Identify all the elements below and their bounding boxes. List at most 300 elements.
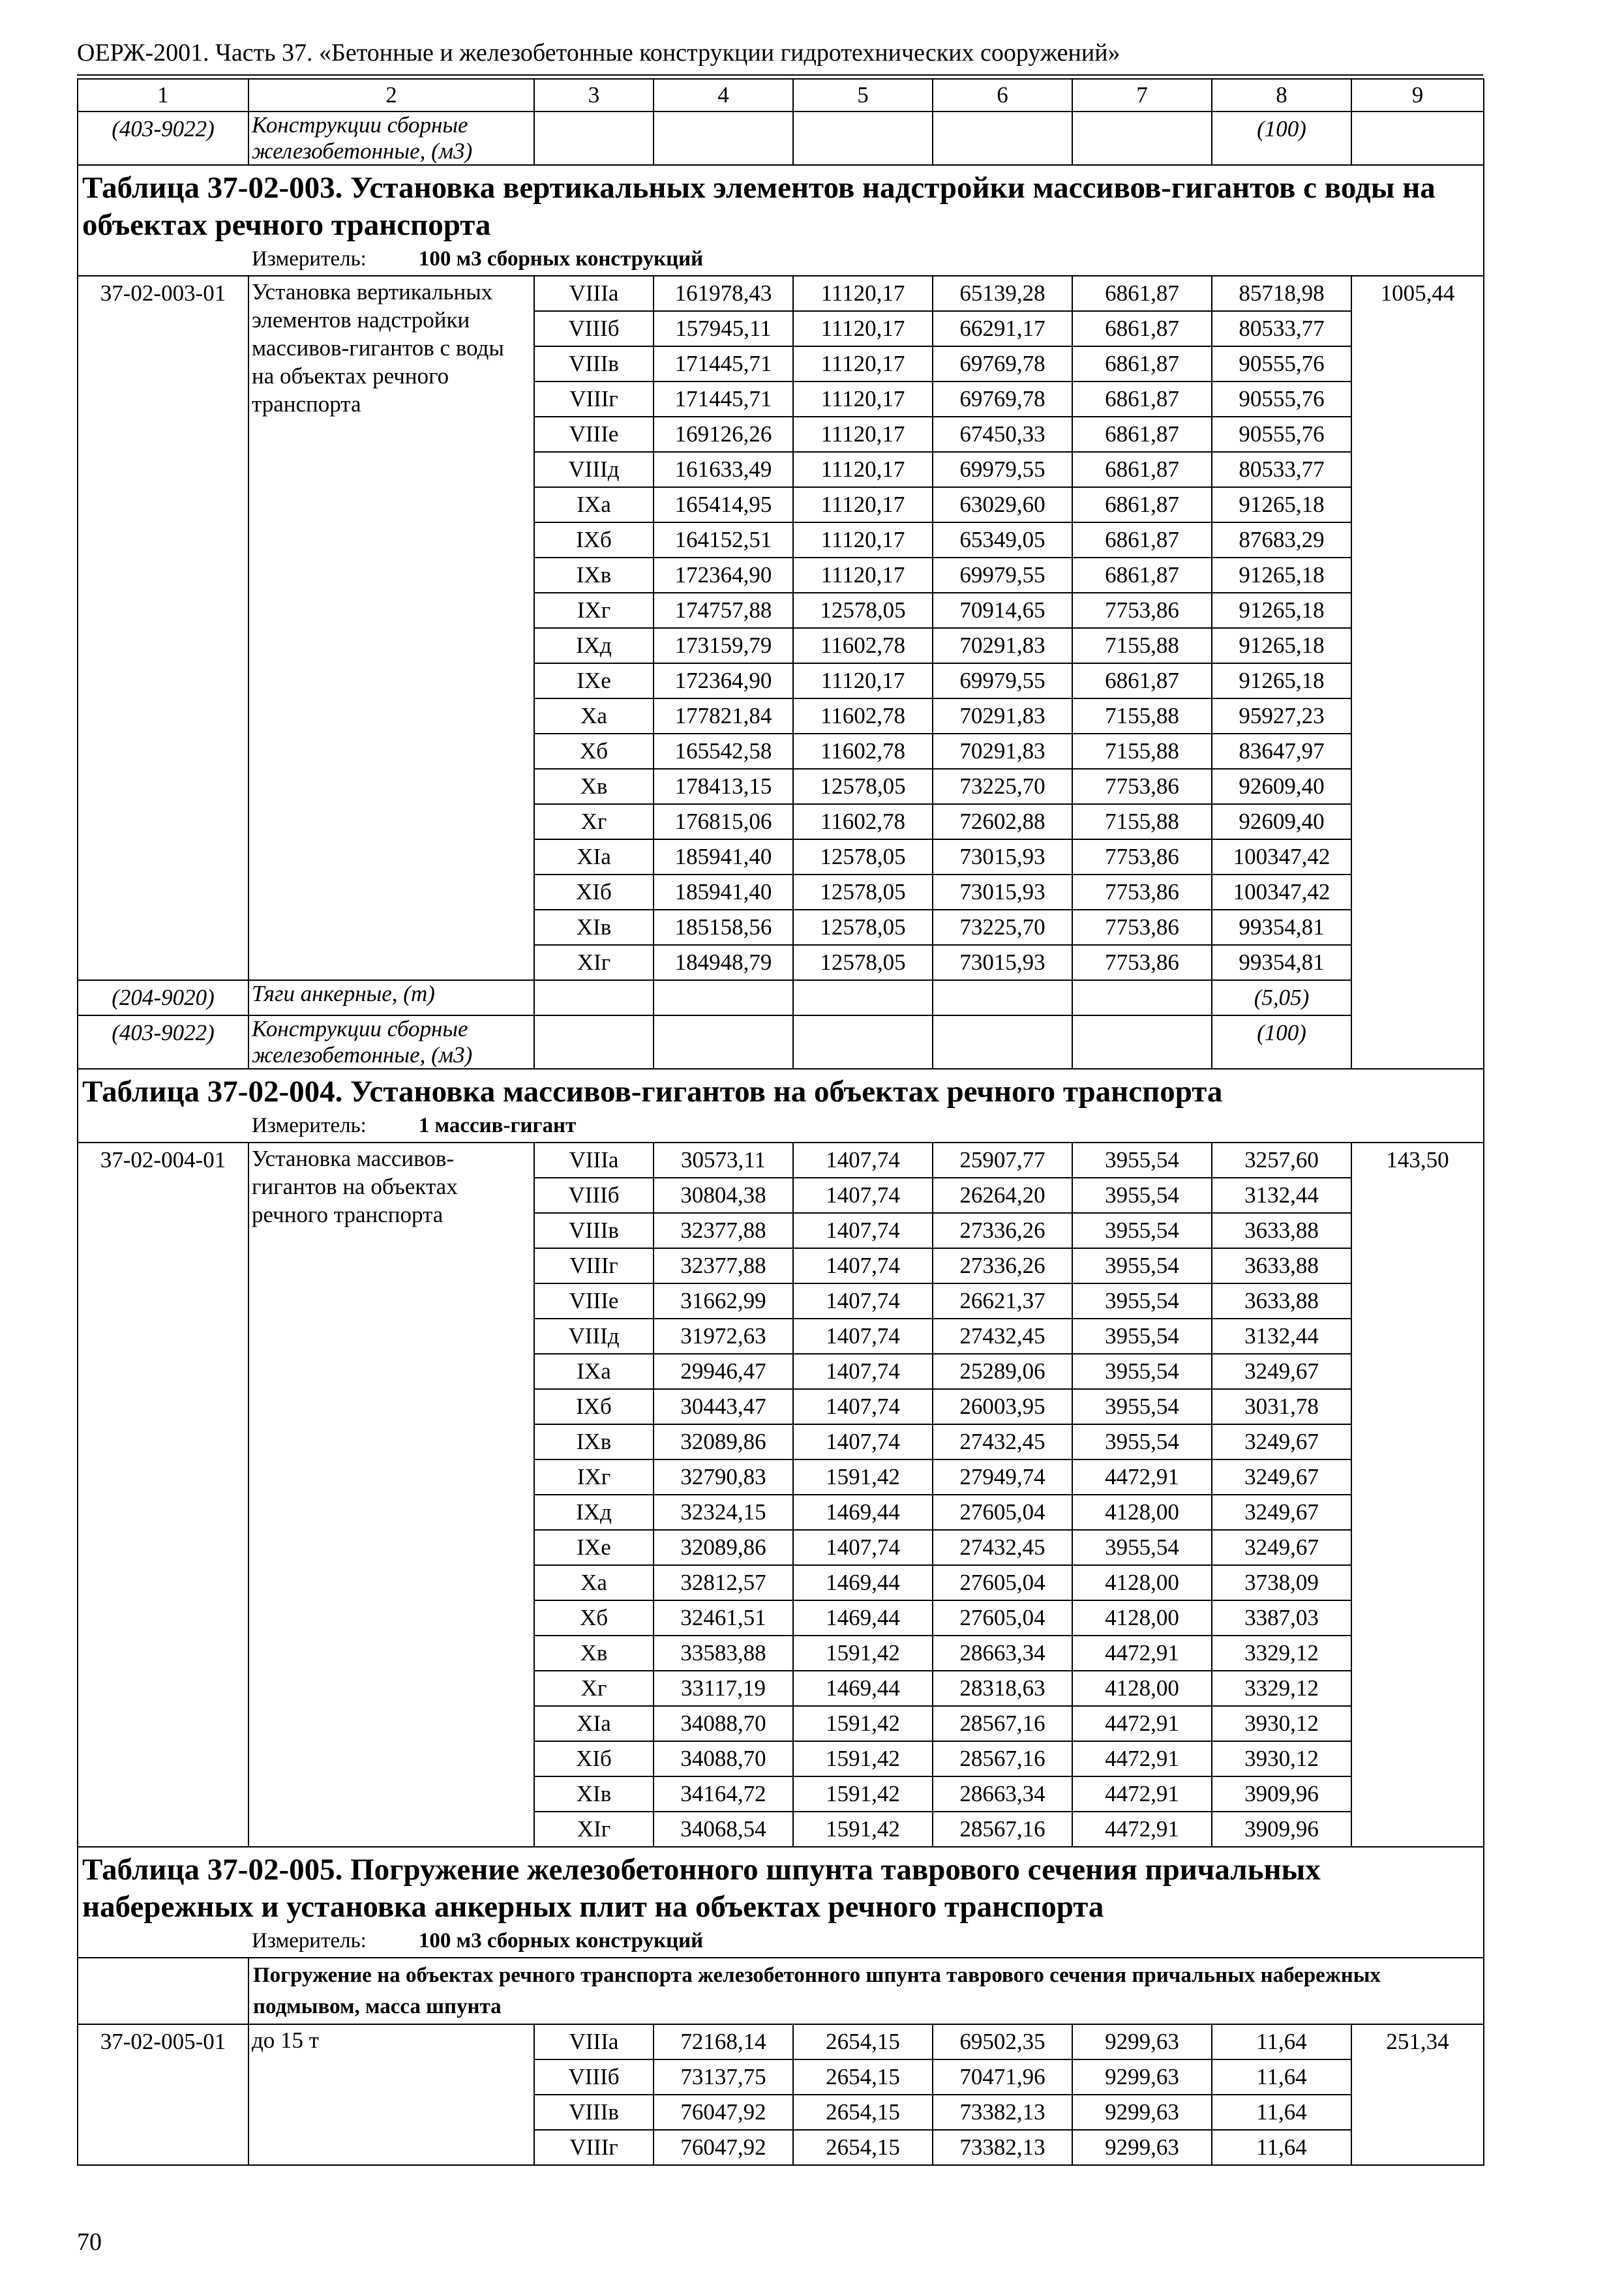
cost-value: 3249,67 (1212, 1354, 1351, 1389)
region-code: Xв (534, 1636, 654, 1671)
region-code: IXд (534, 1495, 654, 1530)
cost-value: 11120,17 (793, 522, 933, 558)
cost-value: 27605,04 (933, 1565, 1072, 1600)
cost-value: 80533,77 (1212, 452, 1351, 487)
cost-value: 69979,55 (933, 452, 1072, 487)
cost-value: 184948,79 (654, 945, 793, 980)
table-title-row (78, 1069, 1484, 1143)
region-code: VIIIб (534, 1178, 654, 1213)
region-code: IXе (534, 1530, 654, 1565)
resource-row (78, 112, 1484, 165)
cost-value: 11120,17 (793, 417, 933, 452)
cost-value: 73015,93 (933, 945, 1072, 980)
cost-value: 27432,45 (933, 1319, 1072, 1354)
cost-value: 7753,86 (1072, 769, 1212, 804)
cost-value: 3633,88 (1212, 1213, 1351, 1248)
table-title-text: Таблица 37-02-005. Погружение железобетонного шпунта таврового сечения причальных набережных и установка анкерных плит на объектах речного транспорта (82, 1853, 1321, 1924)
cost-value: 12578,05 (793, 839, 933, 875)
cost-value: 1407,74 (793, 1354, 933, 1389)
empty-cell (1072, 1015, 1212, 1069)
region-code: XIа (534, 1706, 654, 1741)
cost-value: 11120,17 (793, 558, 933, 593)
cost-value: 1407,74 (793, 1178, 933, 1213)
column-number: 9 (1351, 79, 1484, 112)
table-row (78, 2024, 1484, 2059)
cost-value: 1407,74 (793, 1424, 933, 1459)
cost-value: 28663,34 (933, 1776, 1072, 1812)
cost-value: 185941,40 (654, 875, 793, 910)
cost-value: 12578,05 (793, 910, 933, 945)
empty-cell (534, 1015, 654, 1069)
page-number: 70 (77, 2228, 102, 2256)
empty-cell (534, 112, 654, 165)
cost-value: 80533,77 (1212, 311, 1351, 346)
region-code: IXд (534, 628, 654, 663)
region-code: VIIIг (534, 382, 654, 417)
cost-value: 76047,92 (654, 2130, 793, 2165)
cost-value: 11120,17 (793, 276, 933, 311)
empty-cell (933, 112, 1072, 165)
cost-value: 1591,42 (793, 1706, 933, 1741)
cost-value: 1469,44 (793, 1671, 933, 1706)
cost-value: 173159,79 (654, 628, 793, 663)
cost-value: 11120,17 (793, 346, 933, 382)
cost-value: 3955,54 (1072, 1319, 1212, 1354)
resource-value: (100) (1212, 112, 1351, 165)
cost-value: 11120,17 (793, 663, 933, 698)
cost-value: 3132,44 (1212, 1178, 1351, 1213)
cost-value: 70291,83 (933, 628, 1072, 663)
cost-value: 161633,49 (654, 452, 793, 487)
cost-value: 9299,63 (1072, 2130, 1212, 2165)
meter (82, 244, 1479, 274)
cost-value: 1591,42 (793, 1459, 933, 1495)
resource-row (78, 980, 1484, 1015)
cost-value: 3249,67 (1212, 1424, 1351, 1459)
rates-table (77, 78, 1484, 2166)
cost-value: 3955,54 (1072, 1213, 1212, 1248)
cost-value: 7753,86 (1072, 839, 1212, 875)
cost-value: 33117,19 (654, 1671, 793, 1706)
cost-value: 28567,16 (933, 1706, 1072, 1741)
cost-value: 100347,42 (1212, 875, 1351, 910)
cost-value: 174757,88 (654, 593, 793, 628)
cost-value: 11,64 (1212, 2024, 1351, 2059)
cost-value: 33583,88 (654, 1636, 793, 1671)
cost-value: 3955,54 (1072, 1283, 1212, 1319)
cost-value: 12578,05 (793, 769, 933, 804)
cost-value: 164152,51 (654, 522, 793, 558)
cost-value: 3955,54 (1072, 1143, 1212, 1178)
empty-cell (534, 980, 654, 1015)
region-code: IXв (534, 558, 654, 593)
region-code: Xг (534, 804, 654, 839)
cost-value: 3132,44 (1212, 1319, 1351, 1354)
column-number: 6 (933, 79, 1072, 112)
region-code: VIIIа (534, 276, 654, 311)
cost-value: 3249,67 (1212, 1459, 1351, 1495)
cost-value: 161978,43 (654, 276, 793, 311)
cost-value: 6861,87 (1072, 558, 1212, 593)
cost-value: 9299,63 (1072, 2095, 1212, 2130)
cost-value: 11120,17 (793, 452, 933, 487)
cost-value: 27336,26 (933, 1248, 1072, 1283)
cost-value: 73382,13 (933, 2130, 1072, 2165)
meter-value: 1 массив-гигант (418, 1114, 577, 1137)
cost-value: 70471,96 (933, 2059, 1072, 2095)
cost-value: 30573,11 (654, 1143, 793, 1178)
cost-value: 7155,88 (1072, 734, 1212, 769)
cost-value: 4128,00 (1072, 1495, 1212, 1530)
cost-value: 31972,63 (654, 1319, 793, 1354)
region-code: VIIIе (534, 417, 654, 452)
empty-cell (933, 980, 1072, 1015)
cost-value: 11120,17 (793, 487, 933, 522)
region-code: VIIIе (534, 1283, 654, 1319)
cost-value: 2654,15 (793, 2130, 933, 2165)
cost-value: 92609,40 (1212, 804, 1351, 839)
cost-value: 3955,54 (1072, 1530, 1212, 1565)
cost-value: 1407,74 (793, 1389, 933, 1424)
cost-value: 1407,74 (793, 1143, 933, 1178)
region-code: XIб (534, 1741, 654, 1776)
cost-value: 32790,83 (654, 1459, 793, 1495)
cost-value: 4472,91 (1072, 1636, 1212, 1671)
cost-value: 30443,47 (654, 1389, 793, 1424)
cost-value: 73015,93 (933, 875, 1072, 910)
resource-name: Конструкции сборные железобетонные, (м3) (248, 112, 534, 165)
cost-value: 69502,35 (933, 2024, 1072, 2059)
region-code: IXа (534, 487, 654, 522)
cost-value: 172364,90 (654, 558, 793, 593)
cost-value: 69769,78 (933, 346, 1072, 382)
cost-value: 3249,67 (1212, 1530, 1351, 1565)
cost-value: 2654,15 (793, 2095, 933, 2130)
column-number: 2 (248, 79, 534, 112)
table-title-row (78, 165, 1484, 276)
labor-value: 1005,44 (1351, 276, 1484, 1069)
table-title (78, 165, 1484, 276)
cost-value: 32089,86 (654, 1530, 793, 1565)
cost-value: 4472,91 (1072, 1812, 1212, 1847)
cost-value: 12578,05 (793, 875, 933, 910)
cost-value: 6861,87 (1072, 417, 1212, 452)
cost-value: 73137,75 (654, 2059, 793, 2095)
cost-value: 92609,40 (1212, 769, 1351, 804)
meter-label: Измеритель: (252, 1114, 367, 1137)
region-code: VIIIа (534, 1143, 654, 1178)
region-code: XIв (534, 1776, 654, 1812)
cost-value: 6861,87 (1072, 487, 1212, 522)
cost-value: 65139,28 (933, 276, 1072, 311)
cost-value: 177821,84 (654, 698, 793, 734)
empty-cell (793, 980, 933, 1015)
column-number: 3 (534, 79, 654, 112)
cost-value: 11120,17 (793, 382, 933, 417)
cost-value: 6861,87 (1072, 663, 1212, 698)
region-code: XIб (534, 875, 654, 910)
region-code: IXб (534, 1389, 654, 1424)
cost-value: 1407,74 (793, 1319, 933, 1354)
cost-value: 4472,91 (1072, 1459, 1212, 1495)
cost-value: 185158,56 (654, 910, 793, 945)
cost-value: 7753,86 (1072, 945, 1212, 980)
empty-cell (654, 980, 793, 1015)
cost-value: 28663,34 (933, 1636, 1072, 1671)
cost-value: 172364,90 (654, 663, 793, 698)
cost-value: 76047,92 (654, 2095, 793, 2130)
cost-value: 7753,86 (1072, 875, 1212, 910)
rate-code: 37-02-004-01 (78, 1143, 248, 1847)
cost-value: 69979,55 (933, 663, 1072, 698)
cost-value: 27432,45 (933, 1530, 1072, 1565)
table-subheading: Погружение на объектах речного транспорта железобетонного шпунта таврового сечения причальных набережных подмывом, масса шпунта (248, 1958, 1484, 2024)
cost-value: 3031,78 (1212, 1389, 1351, 1424)
cost-value: 11,64 (1212, 2059, 1351, 2095)
cost-value: 1469,44 (793, 1600, 933, 1636)
meter (82, 1111, 1479, 1141)
cost-value: 9299,63 (1072, 2059, 1212, 2095)
cost-value: 91265,18 (1212, 593, 1351, 628)
cost-value: 32812,57 (654, 1565, 793, 1600)
empty-cell (78, 1958, 248, 2024)
table-title (78, 1069, 1484, 1143)
cost-value: 4472,91 (1072, 1741, 1212, 1776)
cost-value: 178413,15 (654, 769, 793, 804)
empty-cell (793, 1015, 933, 1069)
cost-value: 90555,76 (1212, 417, 1351, 452)
cost-value: 26264,20 (933, 1178, 1072, 1213)
rate-name: Установка массивов-гигантов на объектах речного транспорта (248, 1143, 534, 1847)
region-code: IXв (534, 1424, 654, 1459)
cost-value: 12578,05 (793, 945, 933, 980)
table-row (78, 276, 1484, 311)
cost-value: 1469,44 (793, 1495, 933, 1530)
table-title-text: Таблица 37-02-003. Установка вертикальных элементов надстройки массивов-гигантов с воды на объектах речного транспорта (82, 171, 1436, 242)
cost-value: 1407,74 (793, 1530, 933, 1565)
region-code: IXг (534, 593, 654, 628)
cost-value: 3955,54 (1072, 1354, 1212, 1389)
empty-cell (933, 1015, 1072, 1069)
cost-value: 34088,70 (654, 1706, 793, 1741)
cost-value: 85718,98 (1212, 276, 1351, 311)
region-code: XIг (534, 945, 654, 980)
meter-label: Измеритель: (252, 1929, 367, 1952)
region-code: Xв (534, 769, 654, 804)
cost-value: 1591,42 (793, 1636, 933, 1671)
cost-value: 11,64 (1212, 2095, 1351, 2130)
cost-value: 90555,76 (1212, 346, 1351, 382)
cost-value: 1407,74 (793, 1213, 933, 1248)
cost-value: 91265,18 (1212, 558, 1351, 593)
cost-value: 1407,74 (793, 1283, 933, 1319)
rate-name: до 15 т (248, 2024, 534, 2165)
cost-value: 171445,71 (654, 382, 793, 417)
cost-value: 27336,26 (933, 1213, 1072, 1248)
region-code: XIг (534, 1812, 654, 1847)
cost-value: 91265,18 (1212, 663, 1351, 698)
empty-cell (654, 1015, 793, 1069)
cost-value: 1407,74 (793, 1248, 933, 1283)
cost-value: 3257,60 (1212, 1143, 1351, 1178)
cost-value: 28567,16 (933, 1812, 1072, 1847)
region-code: Xб (534, 1600, 654, 1636)
cost-value: 157945,11 (654, 311, 793, 346)
cost-value: 99354,81 (1212, 945, 1351, 980)
cost-value: 165414,95 (654, 487, 793, 522)
cost-value: 3909,96 (1212, 1776, 1351, 1812)
cost-value: 4128,00 (1072, 1565, 1212, 1600)
cost-value: 87683,29 (1212, 522, 1351, 558)
region-code: VIIIв (534, 2095, 654, 2130)
cost-value: 28567,16 (933, 1741, 1072, 1776)
cost-value: 70291,83 (933, 734, 1072, 769)
empty-cell (793, 112, 933, 165)
cost-value: 95927,23 (1212, 698, 1351, 734)
cost-value: 32461,51 (654, 1600, 793, 1636)
rate-code: 37-02-005-01 (78, 2024, 248, 2165)
running-header: ОЕРЖ-2001. Часть 37. «Бетонные и железобетонные конструкции гидротехнических сооружений» (77, 39, 1120, 67)
cost-value: 4472,91 (1072, 1776, 1212, 1812)
resource-code: (403-9022) (78, 112, 248, 165)
column-number: 8 (1212, 79, 1351, 112)
cost-value: 27432,45 (933, 1424, 1072, 1459)
cost-value: 73015,93 (933, 839, 1072, 875)
region-code: XIа (534, 839, 654, 875)
region-code: VIIIв (534, 1213, 654, 1248)
rate-name: Установка вертикальных элементов надстройки массивов-гигантов с воды на объектах речного транспорта (248, 276, 534, 980)
resource-value: (100) (1212, 1015, 1351, 1069)
region-code: VIIIд (534, 1319, 654, 1354)
meter (82, 1926, 1479, 1956)
resource-code: (204-9020) (78, 980, 248, 1015)
cost-value: 1591,42 (793, 1741, 933, 1776)
empty-cell (1072, 112, 1212, 165)
cost-value: 67450,33 (933, 417, 1072, 452)
cost-value: 27605,04 (933, 1600, 1072, 1636)
cost-value: 11602,78 (793, 628, 933, 663)
resource-name: Тяги анкерные, (т) (248, 980, 534, 1015)
region-code: Xб (534, 734, 654, 769)
cost-value: 6861,87 (1072, 311, 1212, 346)
resource-row (78, 1015, 1484, 1069)
column-number: 1 (78, 79, 248, 112)
cost-value: 4128,00 (1072, 1671, 1212, 1706)
region-code: VIIIг (534, 2130, 654, 2165)
cost-value: 4472,91 (1072, 1706, 1212, 1741)
cost-value: 90555,76 (1212, 382, 1351, 417)
resource-value: (5,05) (1212, 980, 1351, 1015)
cost-value: 185941,40 (654, 839, 793, 875)
empty-cell (654, 112, 793, 165)
cost-value: 176815,06 (654, 804, 793, 839)
cost-value: 3955,54 (1072, 1389, 1212, 1424)
cost-value: 3955,54 (1072, 1424, 1212, 1459)
cost-value: 3249,67 (1212, 1495, 1351, 1530)
labor-value: 251,34 (1351, 2024, 1484, 2165)
cost-value: 69979,55 (933, 558, 1072, 593)
cost-value: 6861,87 (1072, 346, 1212, 382)
table-row (78, 1143, 1484, 1178)
column-number: 4 (654, 79, 793, 112)
cost-value: 69769,78 (933, 382, 1072, 417)
cost-value: 7155,88 (1072, 698, 1212, 734)
cost-value: 1591,42 (793, 1812, 933, 1847)
meter-label: Измеритель: (252, 247, 367, 271)
cost-value: 6861,87 (1072, 452, 1212, 487)
cost-value: 72168,14 (654, 2024, 793, 2059)
cost-value: 99354,81 (1212, 910, 1351, 945)
cost-value: 7753,86 (1072, 593, 1212, 628)
cost-value: 1469,44 (793, 1565, 933, 1600)
cost-value: 28318,63 (933, 1671, 1072, 1706)
cost-value: 26003,95 (933, 1389, 1072, 1424)
cost-value: 11602,78 (793, 804, 933, 839)
cost-value: 63029,60 (933, 487, 1072, 522)
region-code: IXг (534, 1459, 654, 1495)
cost-value: 9299,63 (1072, 2024, 1212, 2059)
region-code: VIIIб (534, 311, 654, 346)
region-code: VIIIд (534, 452, 654, 487)
cost-value: 27949,74 (933, 1459, 1072, 1495)
cost-value: 2654,15 (793, 2024, 933, 2059)
cost-value: 7155,88 (1072, 804, 1212, 839)
cost-value: 34088,70 (654, 1741, 793, 1776)
cost-value: 34068,54 (654, 1812, 793, 1847)
region-code: Xа (534, 698, 654, 734)
cost-value: 6861,87 (1072, 276, 1212, 311)
empty-cell (1351, 112, 1484, 165)
cost-value: 32377,88 (654, 1248, 793, 1283)
cost-value: 70291,83 (933, 698, 1072, 734)
cost-value: 83647,97 (1212, 734, 1351, 769)
cost-value: 3955,54 (1072, 1248, 1212, 1283)
subheading-row (78, 1958, 1484, 2024)
cost-value: 29946,47 (654, 1354, 793, 1389)
region-code: Xг (534, 1671, 654, 1706)
cost-value: 11602,78 (793, 698, 933, 734)
cost-value: 70914,65 (933, 593, 1072, 628)
cost-value: 11602,78 (793, 734, 933, 769)
cost-value: 91265,18 (1212, 628, 1351, 663)
cost-value: 7155,88 (1072, 628, 1212, 663)
cost-value: 6861,87 (1072, 522, 1212, 558)
cost-value: 7753,86 (1072, 910, 1212, 945)
cost-value: 4128,00 (1072, 1600, 1212, 1636)
cost-value: 12578,05 (793, 593, 933, 628)
cost-value: 3633,88 (1212, 1283, 1351, 1319)
column-number-row (78, 79, 1484, 112)
cost-value: 100347,42 (1212, 839, 1351, 875)
cost-value: 11,64 (1212, 2130, 1351, 2165)
cost-value: 30804,38 (654, 1178, 793, 1213)
cost-value: 3387,03 (1212, 1600, 1351, 1636)
cost-value: 73225,70 (933, 769, 1072, 804)
column-number: 5 (793, 79, 933, 112)
cost-value: 169126,26 (654, 417, 793, 452)
cost-value: 3930,12 (1212, 1741, 1351, 1776)
cost-value: 27605,04 (933, 1495, 1072, 1530)
table-title-text: Таблица 37-02-004. Установка массивов-гигантов на объектах речного транспорта (82, 1075, 1223, 1109)
region-code: VIIIа (534, 2024, 654, 2059)
region-code: Xа (534, 1565, 654, 1600)
cost-value: 3955,54 (1072, 1178, 1212, 1213)
cost-value: 3329,12 (1212, 1636, 1351, 1671)
cost-value: 25289,06 (933, 1354, 1072, 1389)
cost-value: 3909,96 (1212, 1812, 1351, 1847)
region-code: IXе (534, 663, 654, 698)
region-code: IXб (534, 522, 654, 558)
